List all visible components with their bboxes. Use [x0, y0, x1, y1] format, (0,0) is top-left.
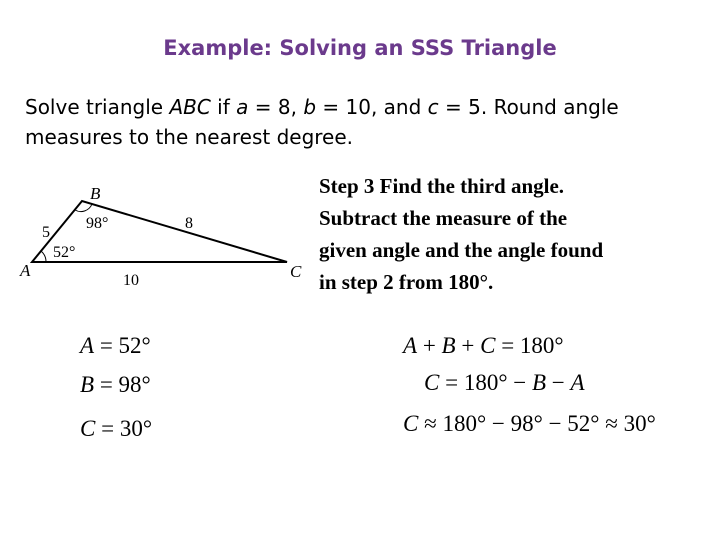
side-ac-label: 10: [123, 272, 139, 289]
eq-var: A: [403, 333, 418, 358]
eq-rhs: ≈ 180° − 98° − 52° ≈ 30°: [418, 411, 656, 436]
problem-text: if: [210, 95, 237, 119]
angle-a-arc: [41, 251, 46, 262]
step-line: given angle and the angle found: [319, 238, 604, 262]
eq-op: +: [455, 333, 481, 358]
equation-solve-c: [424, 370, 585, 396]
eq-var: C: [424, 370, 440, 395]
step-line: Subtract the measure of the: [319, 206, 568, 230]
result-value: = 98°: [94, 372, 151, 397]
result-var: A: [80, 333, 95, 358]
eq-var: C: [480, 333, 496, 358]
angle-a-label: 52°: [53, 244, 76, 261]
step-line: in step 2 from 180°.: [319, 270, 494, 294]
equation-angle-sum: [403, 333, 564, 359]
value-a: = 8,: [248, 95, 304, 119]
eq-var: B: [531, 370, 547, 395]
vertex-c-label: C: [290, 262, 302, 281]
eq-op: −: [546, 370, 571, 395]
value-b: = 10, and: [316, 95, 428, 119]
step-line: Step 3 Find the third angle.: [319, 174, 565, 198]
var-a: a: [236, 95, 249, 119]
slide-title: Example: Solving an SSS Triangle: [163, 36, 557, 60]
result-var: C: [80, 416, 96, 441]
triangle-diagram: [0, 170, 320, 300]
problem-text: Solve triangle: [25, 95, 170, 119]
step-3-text: [319, 170, 714, 298]
vertex-a-label: A: [20, 261, 31, 280]
angle-b-label: 98°: [86, 215, 109, 232]
var-c: c: [427, 95, 439, 119]
result-b: [80, 372, 151, 398]
result-value: = 52°: [94, 333, 151, 358]
side-ab-label: 5: [42, 224, 50, 241]
eq-var: A: [570, 370, 585, 395]
problem-statement: [25, 92, 705, 152]
eq-op: +: [417, 333, 442, 358]
eq-var: C: [403, 411, 419, 436]
eq-var: B: [441, 333, 456, 358]
var-b: b: [303, 95, 317, 119]
result-var: B: [80, 372, 95, 397]
result-c: [80, 416, 152, 442]
equation-result: [403, 411, 656, 437]
result-a: [80, 333, 151, 359]
eq-op: = 180° −: [439, 370, 532, 395]
eq-rhs: = 180°: [495, 333, 564, 358]
result-value: = 30°: [95, 416, 153, 441]
vertex-b-label: B: [90, 184, 101, 203]
side-bc-label: 8: [185, 215, 193, 232]
triangle-name: ABC: [169, 95, 211, 119]
value-c: = 5. Round angle measures to the nearest degree.: [25, 95, 619, 149]
